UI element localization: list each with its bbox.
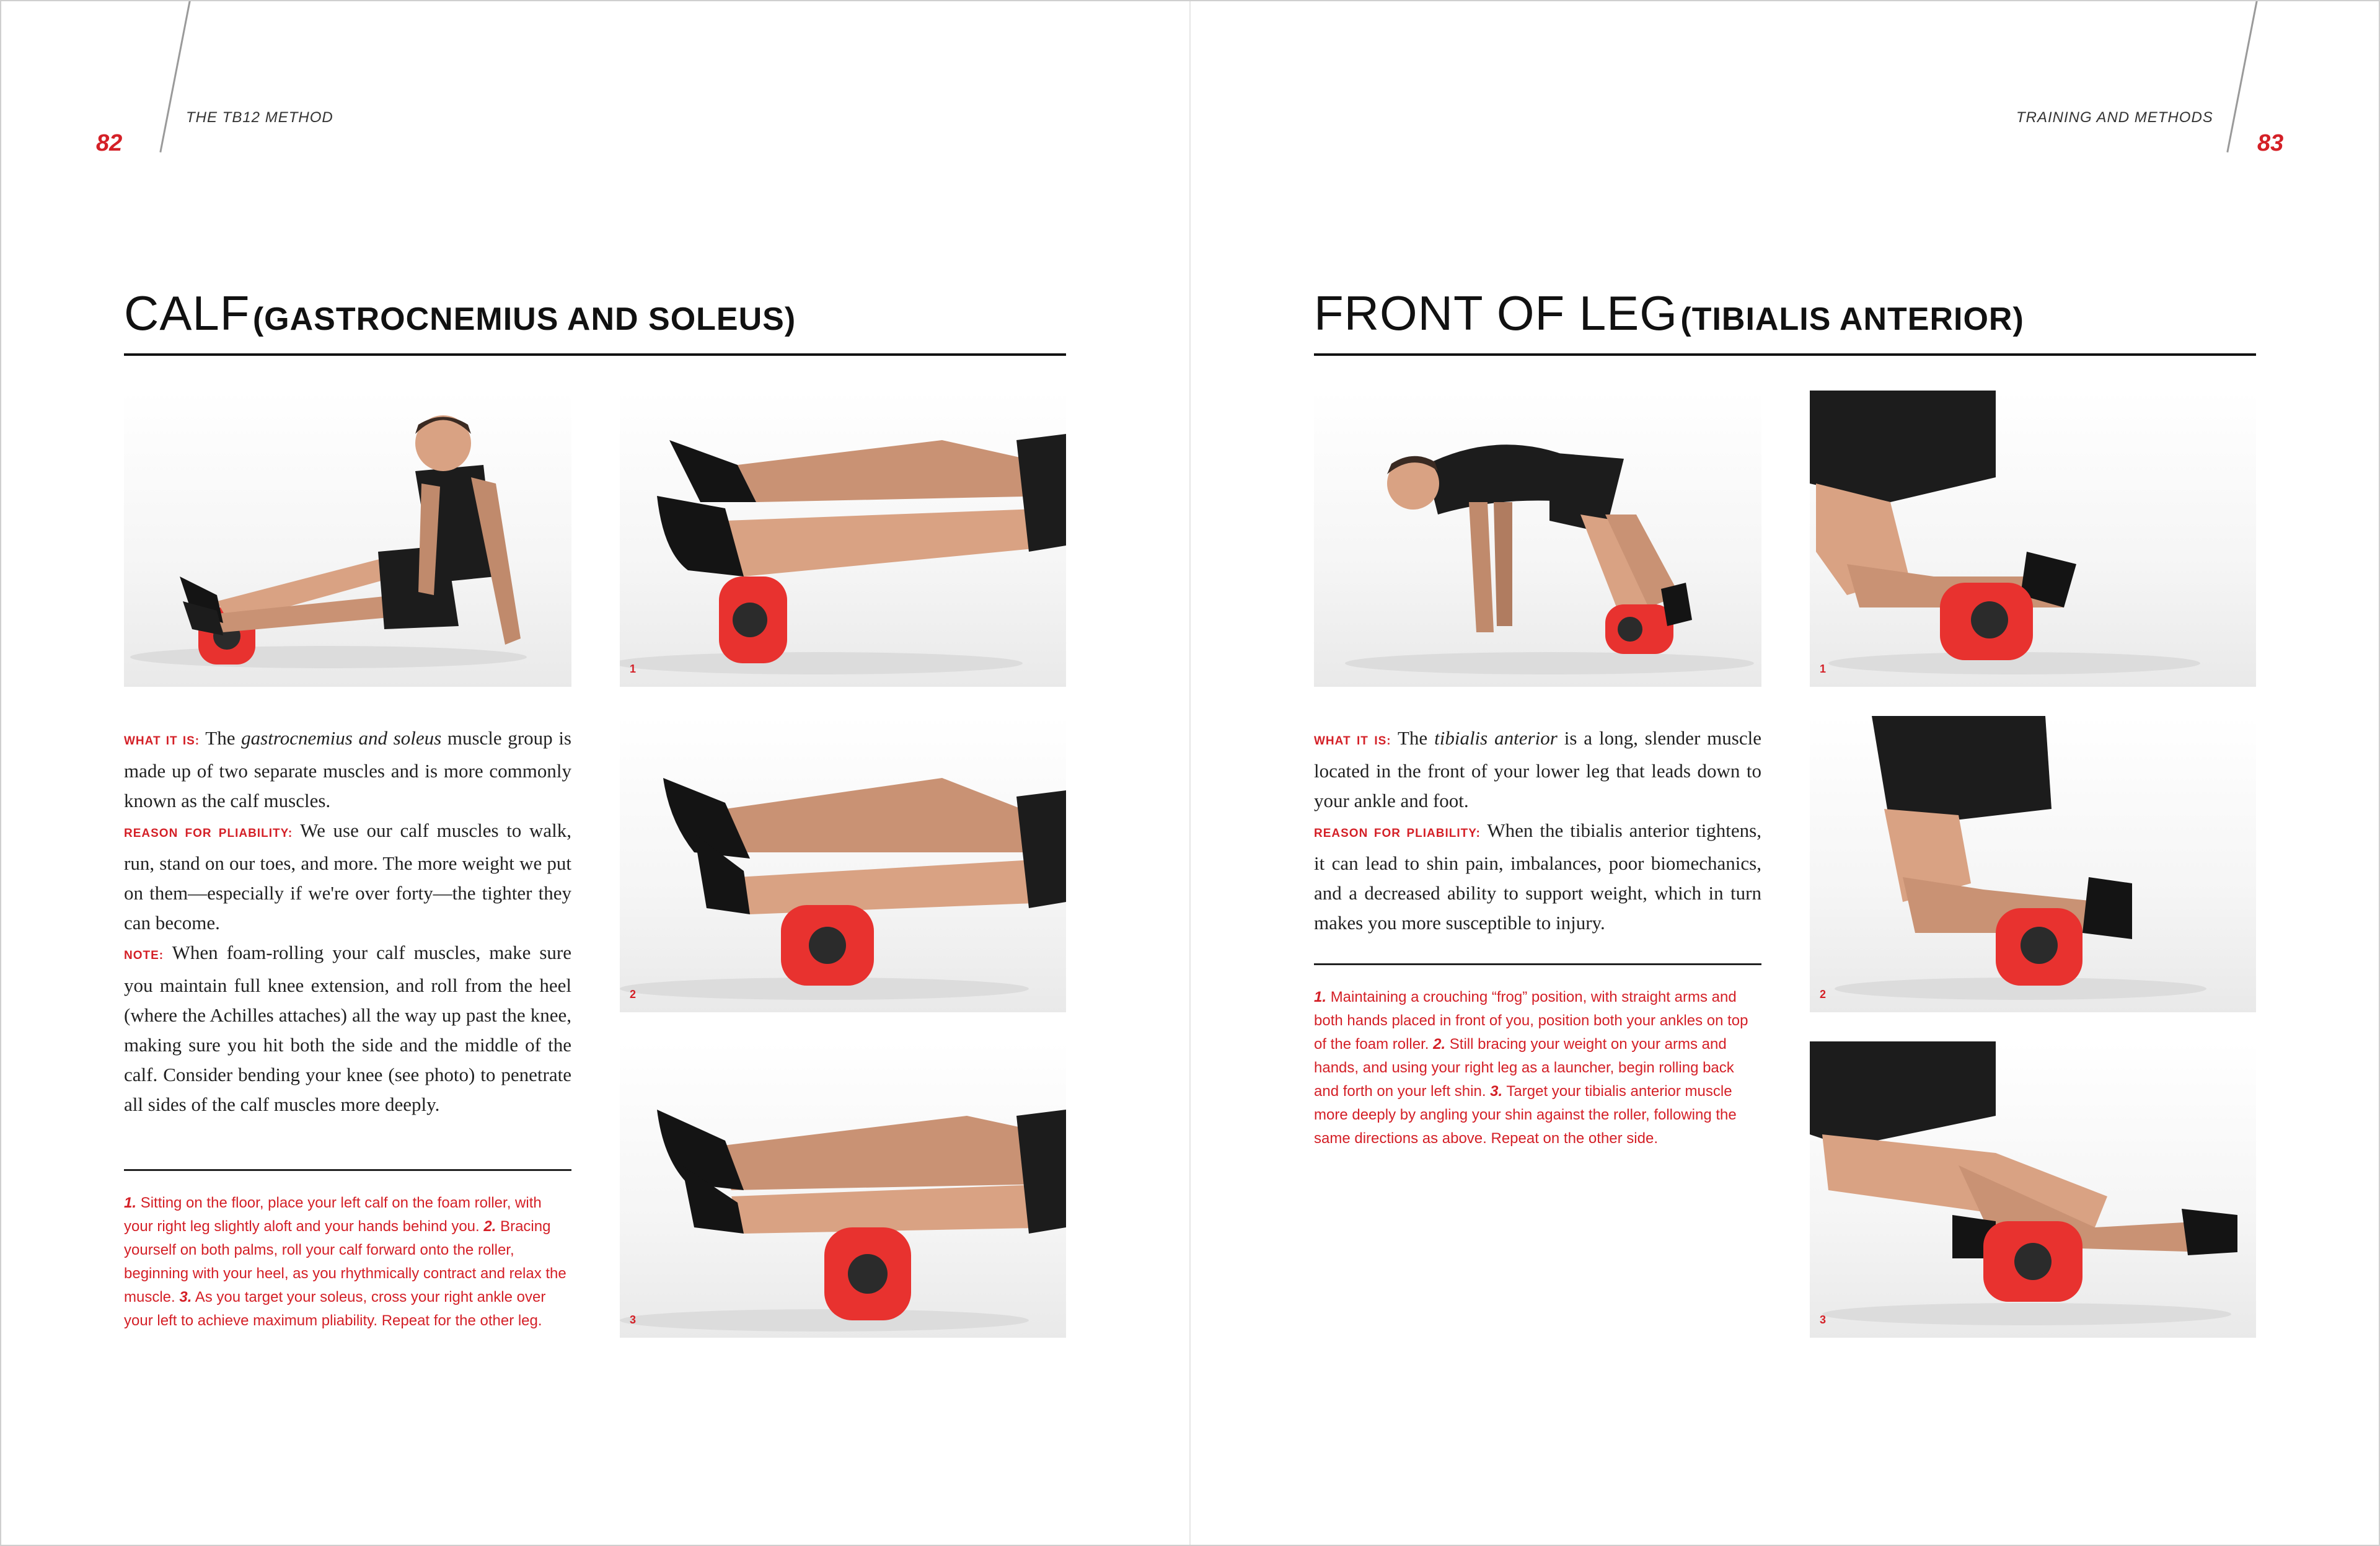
calf-roll-step1-icon	[620, 391, 1066, 687]
photo-calf-step-2	[620, 716, 1066, 1012]
instructions-text	[124, 1191, 571, 1333]
muscle-name: tibialis anterior	[1434, 727, 1558, 749]
header-slash	[2226, 0, 2258, 152]
note-text: When foam-rolling your calf muscles, make sure you maintain full knee extension, and roll from the heel (where the Achilles attaches) all the way up past the knee, making sure you hit both the side and the middle of the calf. Consider bending your knee (see photo) to penetrate all sides of the calf muscles more deeply.	[124, 942, 571, 1115]
shin-roll-step3-icon	[1810, 1041, 2256, 1338]
reason-label: REASON FOR PLIABILITY:	[124, 827, 293, 840]
photo-number: 2	[630, 988, 637, 1000]
steps-rule	[124, 1169, 571, 1171]
title-rule	[124, 353, 1066, 356]
page-number: 83	[2257, 130, 2284, 156]
reason-text: When the tibialis anterior tightens, it can lead to shin pain, imbalances, poor biomechanics, and a decreased ability to support weight, which in turn makes you more susceptible to injury.	[1314, 819, 1761, 934]
reason-paragraph	[1314, 816, 1761, 938]
photo-number: 1	[630, 663, 637, 675]
step-text: Still bracing your weight on your arms and hands, and using your right leg as a launcher, begin rolling back and forth on your left shin.	[1314, 1036, 1734, 1100]
description-text	[1314, 723, 1761, 938]
photo-shin-step-3	[1810, 1041, 2256, 1338]
photo-shin-overview	[1314, 391, 1761, 687]
photo-number: 1	[1820, 663, 1827, 675]
step-text: Maintaining a crouching “frog” position, with straight arms and both hands placed in front of you, position both your ankles on top of the foam roller.	[1314, 989, 1748, 1053]
title-sub: (TIBIALIS ANTERIOR)	[1680, 301, 2024, 337]
right-page	[1190, 0, 2380, 1546]
step-text: As you target your soleus, cross your right ankle over your left to achieve maximum pliability. Repeat for the other leg.	[124, 1289, 546, 1329]
photo-number: 2	[1820, 988, 1827, 1000]
shin-roll-step1-icon	[1810, 391, 2256, 687]
running-head: THE TB12 METHOD	[186, 109, 333, 126]
page-number: 82	[96, 130, 123, 156]
title-main: FRONT OF LEG	[1314, 286, 1678, 340]
title-main: CALF	[124, 286, 250, 340]
section-title	[124, 285, 796, 342]
calf-roll-step2-icon	[620, 716, 1066, 1012]
step-number: 3.	[179, 1289, 192, 1305]
photo-shin-step-2	[1810, 716, 2256, 1012]
title-sub: (GASTROCNEMIUS AND SOLEUS)	[252, 301, 796, 337]
photo-number: 3	[1820, 1314, 1827, 1326]
page-gutter	[1189, 0, 1191, 1546]
step-number: 3.	[1490, 1083, 1503, 1100]
person-crouching-icon	[1314, 391, 1761, 687]
calf-roll-step3-icon	[620, 1041, 1066, 1338]
note-paragraph	[124, 938, 571, 1120]
what-it-is-paragraph	[124, 723, 571, 816]
running-head: TRAINING AND METHODS	[2016, 109, 2213, 126]
photo-calf-step-1	[620, 391, 1066, 687]
photo-calf-overview	[124, 391, 571, 687]
header-slash	[159, 0, 191, 152]
section-title	[1314, 285, 2024, 342]
steps-rule	[1314, 963, 1761, 965]
step-text: Target your tibialis anterior muscle more deeply by angling your shin against the roller, following the same directions as above. Repeat on the other side.	[1314, 1083, 1737, 1147]
what-it-is-paragraph	[1314, 723, 1761, 816]
instructions-text	[1314, 986, 1761, 1151]
person-seated-icon	[124, 391, 571, 687]
photo-calf-step-3	[620, 1041, 1066, 1338]
step-number: 1.	[124, 1195, 137, 1211]
what-it-is-text: The	[1397, 727, 1428, 749]
step-text: Bracing yourself on both palms, roll your calf forward onto the roller, beginning with your heel, as you rhythmically contract and relax the muscle.	[124, 1218, 566, 1305]
step-number: 1.	[1314, 989, 1327, 1005]
reason-text: We use our calf muscles to walk, run, stand on our toes, and more. The more weight we put on them—especially if we're over forty—the tighter they can become.	[124, 819, 571, 934]
step-text: Sitting on the floor, place your left calf on the foam roller, with your right leg slightly aloft and your hands behind you.	[124, 1195, 542, 1235]
step-number: 2.	[483, 1218, 496, 1235]
photo-shin-step-1	[1810, 391, 2256, 687]
reason-paragraph	[124, 816, 571, 938]
note-label: NOTE:	[124, 949, 164, 962]
muscle-name: gastrocnemius and soleus	[241, 727, 442, 749]
shin-roll-step2-icon	[1810, 716, 2256, 1012]
what-it-is-text: is a long, slender muscle located in the front of your lower leg that leads down to your ankle and foot.	[1314, 727, 1761, 811]
reason-label: REASON FOR PLIABILITY:	[1314, 827, 1481, 840]
what-it-is-text: The	[205, 727, 236, 749]
step-number: 2.	[1433, 1036, 1446, 1053]
what-it-is-text: muscle group is made up of two separate muscles and is more commonly known as the calf muscles.	[124, 727, 571, 811]
what-it-is-label: WHAT IT IS:	[124, 735, 200, 748]
what-it-is-label: WHAT IT IS:	[1314, 735, 1391, 748]
title-rule	[1314, 353, 2256, 356]
photo-number: 3	[630, 1314, 637, 1326]
description-text	[124, 723, 571, 1120]
